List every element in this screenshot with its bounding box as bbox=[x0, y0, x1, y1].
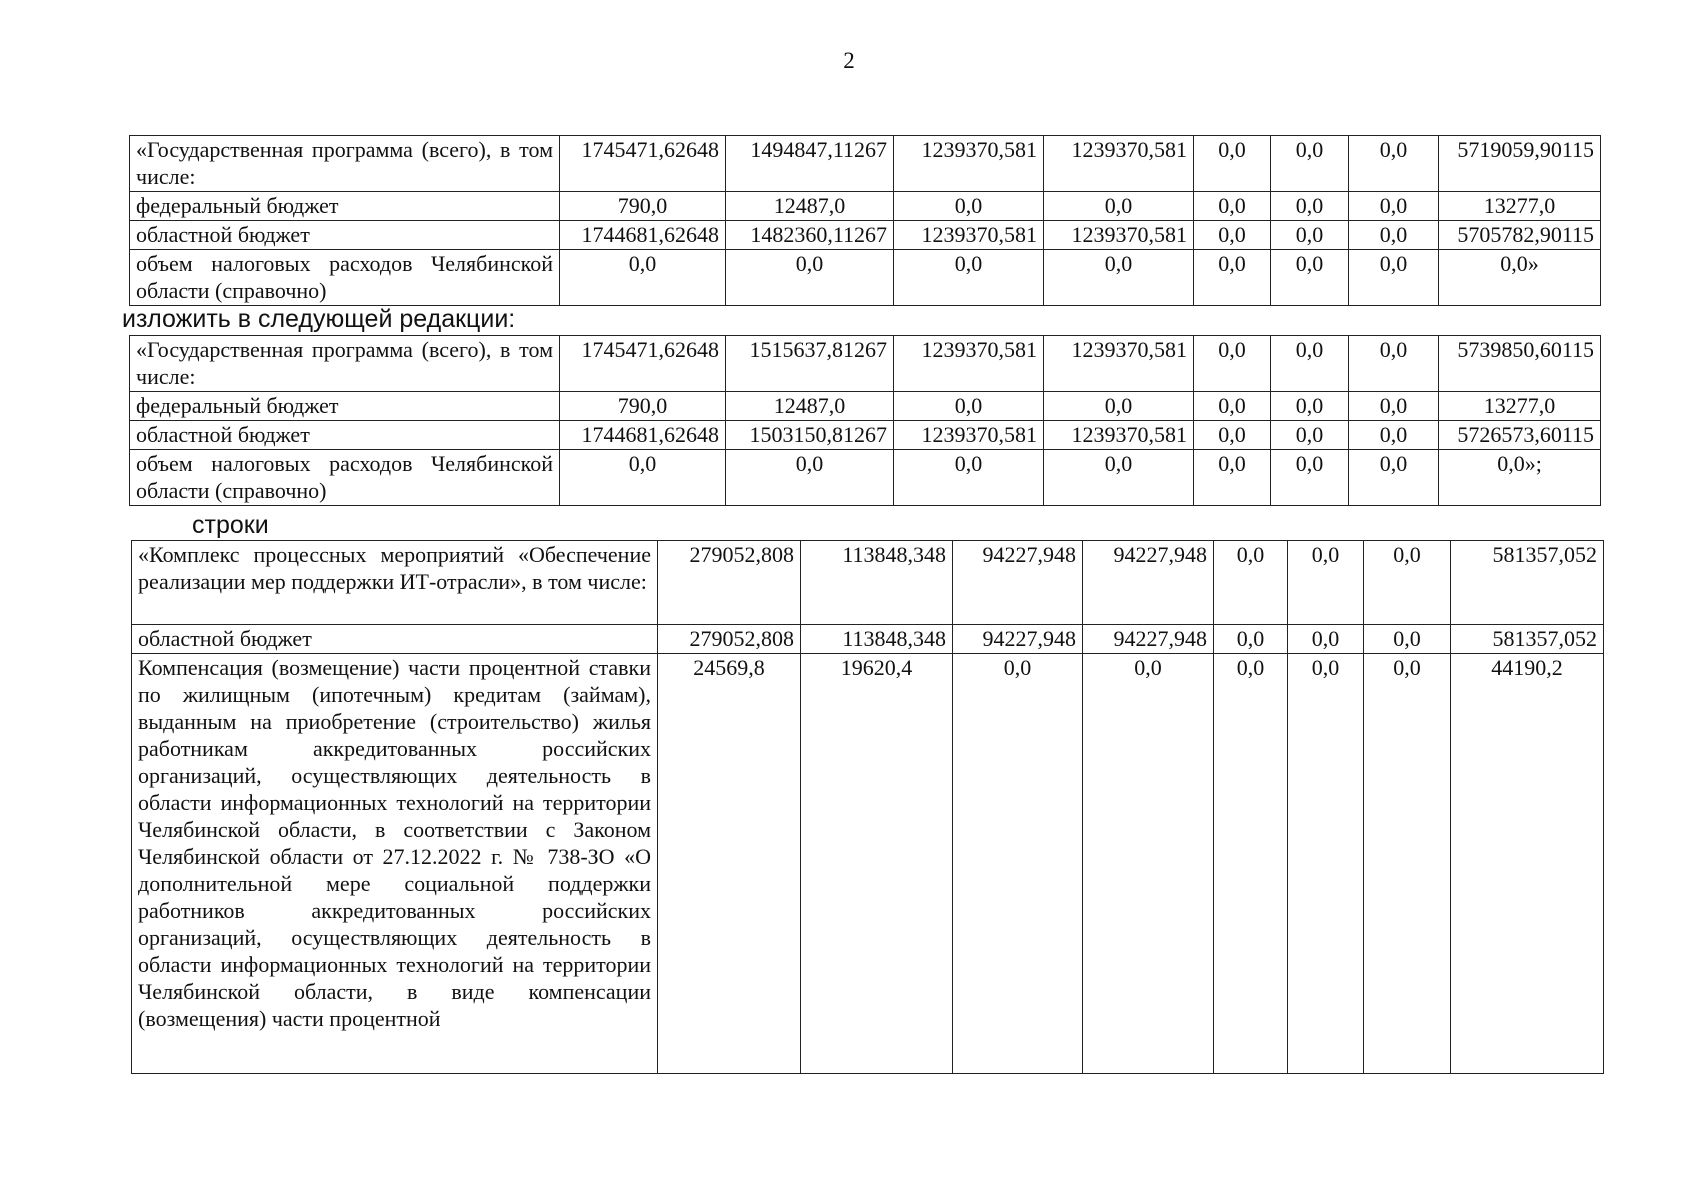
row-label: Компенсация (возмещение) части процентной ставки по жилищным (ипотечным) кредитам (займам), выданным на приобретение (строительство) жилья работникам аккредитованных российских организаций, осуществляющих деятельность в области информационных технологий на территории Челябинской области, в соответствии с Законом Челябинской области от 27.12.2022 г. № 738-ЗО «О дополнительной мере социальной поддержки работников аккредитованных российских организаций, осуществляющих деятельность в области информационных технологий на территории Челябинской области, в виде компенсации (возмещения) части процентной bbox=[132, 654, 658, 1074]
value-cell: 1744681,62648 bbox=[560, 421, 726, 450]
value-cell: 1745471,62648 bbox=[560, 136, 726, 192]
value-cell: 0,0 bbox=[1364, 541, 1451, 625]
table-row bbox=[130, 192, 1601, 221]
row-label: «Государственная программа (всего), в том числе: bbox=[130, 136, 560, 192]
value-cell: 790,0 bbox=[560, 392, 726, 421]
row-label: областной бюджет bbox=[130, 421, 560, 450]
value-cell: 0,0 bbox=[1271, 221, 1349, 250]
value-cell: 1239370,581 bbox=[1044, 336, 1194, 392]
value-cell: 1239370,581 bbox=[1044, 221, 1194, 250]
table-row bbox=[132, 654, 1604, 1074]
value-cell: 0,0 bbox=[1194, 136, 1271, 192]
row-label: «Государственная программа (всего), в том числе: bbox=[130, 336, 560, 392]
value-cell: 1239370,581 bbox=[894, 136, 1044, 192]
value-cell: 0,0 bbox=[1271, 136, 1349, 192]
value-cell: 0,0 bbox=[1194, 450, 1271, 506]
value-cell: 5719059,90115 bbox=[1439, 136, 1601, 192]
value-cell: 0,0 bbox=[1288, 625, 1364, 654]
row-label: федеральный бюджет bbox=[130, 392, 560, 421]
value-cell: 0,0 bbox=[1349, 421, 1439, 450]
value-cell: 581357,052 bbox=[1451, 541, 1604, 625]
value-cell: 0,0 bbox=[1349, 250, 1439, 306]
value-cell: 1515637,81267 bbox=[726, 336, 894, 392]
value-cell: 1744681,62648 bbox=[560, 221, 726, 250]
value-cell: 0,0 bbox=[726, 250, 894, 306]
value-cell: 0,0 bbox=[560, 250, 726, 306]
value-cell: 1239370,581 bbox=[1044, 136, 1194, 192]
value-cell: 0,0 bbox=[1194, 221, 1271, 250]
value-cell: 0,0 bbox=[1349, 136, 1439, 192]
program-items-table bbox=[131, 540, 1604, 1074]
value-cell: 94227,948 bbox=[953, 541, 1083, 625]
value-cell: 0,0 bbox=[1194, 421, 1271, 450]
page-number: 2 bbox=[843, 48, 855, 73]
intro-new-edition: изложить в следующей редакции: bbox=[122, 305, 516, 333]
value-cell: 94227,948 bbox=[1083, 625, 1214, 654]
table-row bbox=[130, 250, 1601, 306]
value-cell: 0,0» bbox=[1439, 250, 1601, 306]
value-cell: 1494847,11267 bbox=[726, 136, 894, 192]
value-cell: 0,0 bbox=[1194, 250, 1271, 306]
table-row bbox=[130, 336, 1601, 392]
value-cell: 113848,348 bbox=[801, 541, 953, 625]
value-cell: 0,0 bbox=[1214, 654, 1288, 1074]
value-cell: 113848,348 bbox=[801, 625, 953, 654]
value-cell: 94227,948 bbox=[953, 625, 1083, 654]
value-cell: 0,0 bbox=[726, 450, 894, 506]
table-row bbox=[130, 392, 1601, 421]
table-row bbox=[130, 450, 1601, 506]
value-cell: 0,0 bbox=[1271, 392, 1349, 421]
new-budget-table bbox=[129, 335, 1601, 506]
value-cell: 12487,0 bbox=[726, 192, 894, 221]
value-cell: 0,0»; bbox=[1439, 450, 1601, 506]
value-cell: 0,0 bbox=[1349, 336, 1439, 392]
row-label: объем налоговых расходов Челябинской области (справочно) bbox=[130, 250, 560, 306]
value-cell: 0,0 bbox=[1271, 192, 1349, 221]
intro-lines-heading: строки bbox=[192, 511, 269, 539]
value-cell: 1239370,581 bbox=[894, 221, 1044, 250]
table-row bbox=[130, 221, 1601, 250]
value-cell: 13277,0 bbox=[1439, 192, 1601, 221]
table-row bbox=[130, 136, 1601, 192]
value-cell: 0,0 bbox=[1214, 541, 1288, 625]
row-label: областной бюджет bbox=[130, 221, 560, 250]
value-cell: 0,0 bbox=[1044, 392, 1194, 421]
value-cell: 19620,4 bbox=[801, 654, 953, 1074]
value-cell: 0,0 bbox=[1194, 392, 1271, 421]
row-label: «Комплекс процессных мероприятий «Обеспечение реализации мер поддержки ИТ-отрасли», в том числе: bbox=[132, 541, 658, 625]
value-cell: 0,0 bbox=[894, 192, 1044, 221]
value-cell: 0,0 bbox=[1271, 250, 1349, 306]
value-cell: 5705782,90115 bbox=[1439, 221, 1601, 250]
value-cell: 1239370,581 bbox=[1044, 421, 1194, 450]
value-cell: 0,0 bbox=[1214, 625, 1288, 654]
value-cell: 0,0 bbox=[560, 450, 726, 506]
value-cell: 44190,2 bbox=[1451, 654, 1604, 1074]
value-cell: 1239370,581 bbox=[894, 421, 1044, 450]
value-cell: 0,0 bbox=[1349, 221, 1439, 250]
value-cell: 0,0 bbox=[1349, 450, 1439, 506]
value-cell: 24569,8 bbox=[658, 654, 801, 1074]
value-cell: 0,0 bbox=[894, 392, 1044, 421]
value-cell: 0,0 bbox=[1271, 336, 1349, 392]
value-cell: 0,0 bbox=[1288, 541, 1364, 625]
value-cell: 0,0 bbox=[1044, 250, 1194, 306]
old-budget-table bbox=[129, 135, 1601, 306]
row-label: федеральный бюджет bbox=[130, 192, 560, 221]
value-cell: 13277,0 bbox=[1439, 392, 1601, 421]
value-cell: 0,0 bbox=[1194, 336, 1271, 392]
row-label: областной бюджет bbox=[132, 625, 658, 654]
value-cell: 0,0 bbox=[1364, 625, 1451, 654]
value-cell: 0,0 bbox=[1083, 654, 1214, 1074]
value-cell: 0,0 bbox=[1271, 450, 1349, 506]
value-cell: 0,0 bbox=[1364, 654, 1451, 1074]
value-cell: 279052,808 bbox=[658, 625, 801, 654]
value-cell: 1745471,62648 bbox=[560, 336, 726, 392]
value-cell: 0,0 bbox=[1349, 192, 1439, 221]
value-cell: 790,0 bbox=[560, 192, 726, 221]
value-cell: 0,0 bbox=[894, 250, 1044, 306]
value-cell: 0,0 bbox=[1288, 654, 1364, 1074]
table-row bbox=[132, 541, 1604, 625]
value-cell: 1239370,581 bbox=[894, 336, 1044, 392]
value-cell: 12487,0 bbox=[726, 392, 894, 421]
value-cell: 0,0 bbox=[1044, 450, 1194, 506]
value-cell: 0,0 bbox=[1271, 421, 1349, 450]
value-cell: 94227,948 bbox=[1083, 541, 1214, 625]
table-row bbox=[132, 625, 1604, 654]
value-cell: 5739850,60115 bbox=[1439, 336, 1601, 392]
value-cell: 1503150,81267 bbox=[726, 421, 894, 450]
value-cell: 1482360,11267 bbox=[726, 221, 894, 250]
value-cell: 5726573,60115 bbox=[1439, 421, 1601, 450]
table-row bbox=[130, 421, 1601, 450]
value-cell: 0,0 bbox=[1194, 192, 1271, 221]
row-label: объем налоговых расходов Челябинской области (справочно) bbox=[130, 450, 560, 506]
value-cell: 279052,808 bbox=[658, 541, 801, 625]
value-cell: 0,0 bbox=[1044, 192, 1194, 221]
value-cell: 581357,052 bbox=[1451, 625, 1604, 654]
value-cell: 0,0 bbox=[953, 654, 1083, 1074]
value-cell: 0,0 bbox=[1349, 392, 1439, 421]
value-cell: 0,0 bbox=[894, 450, 1044, 506]
